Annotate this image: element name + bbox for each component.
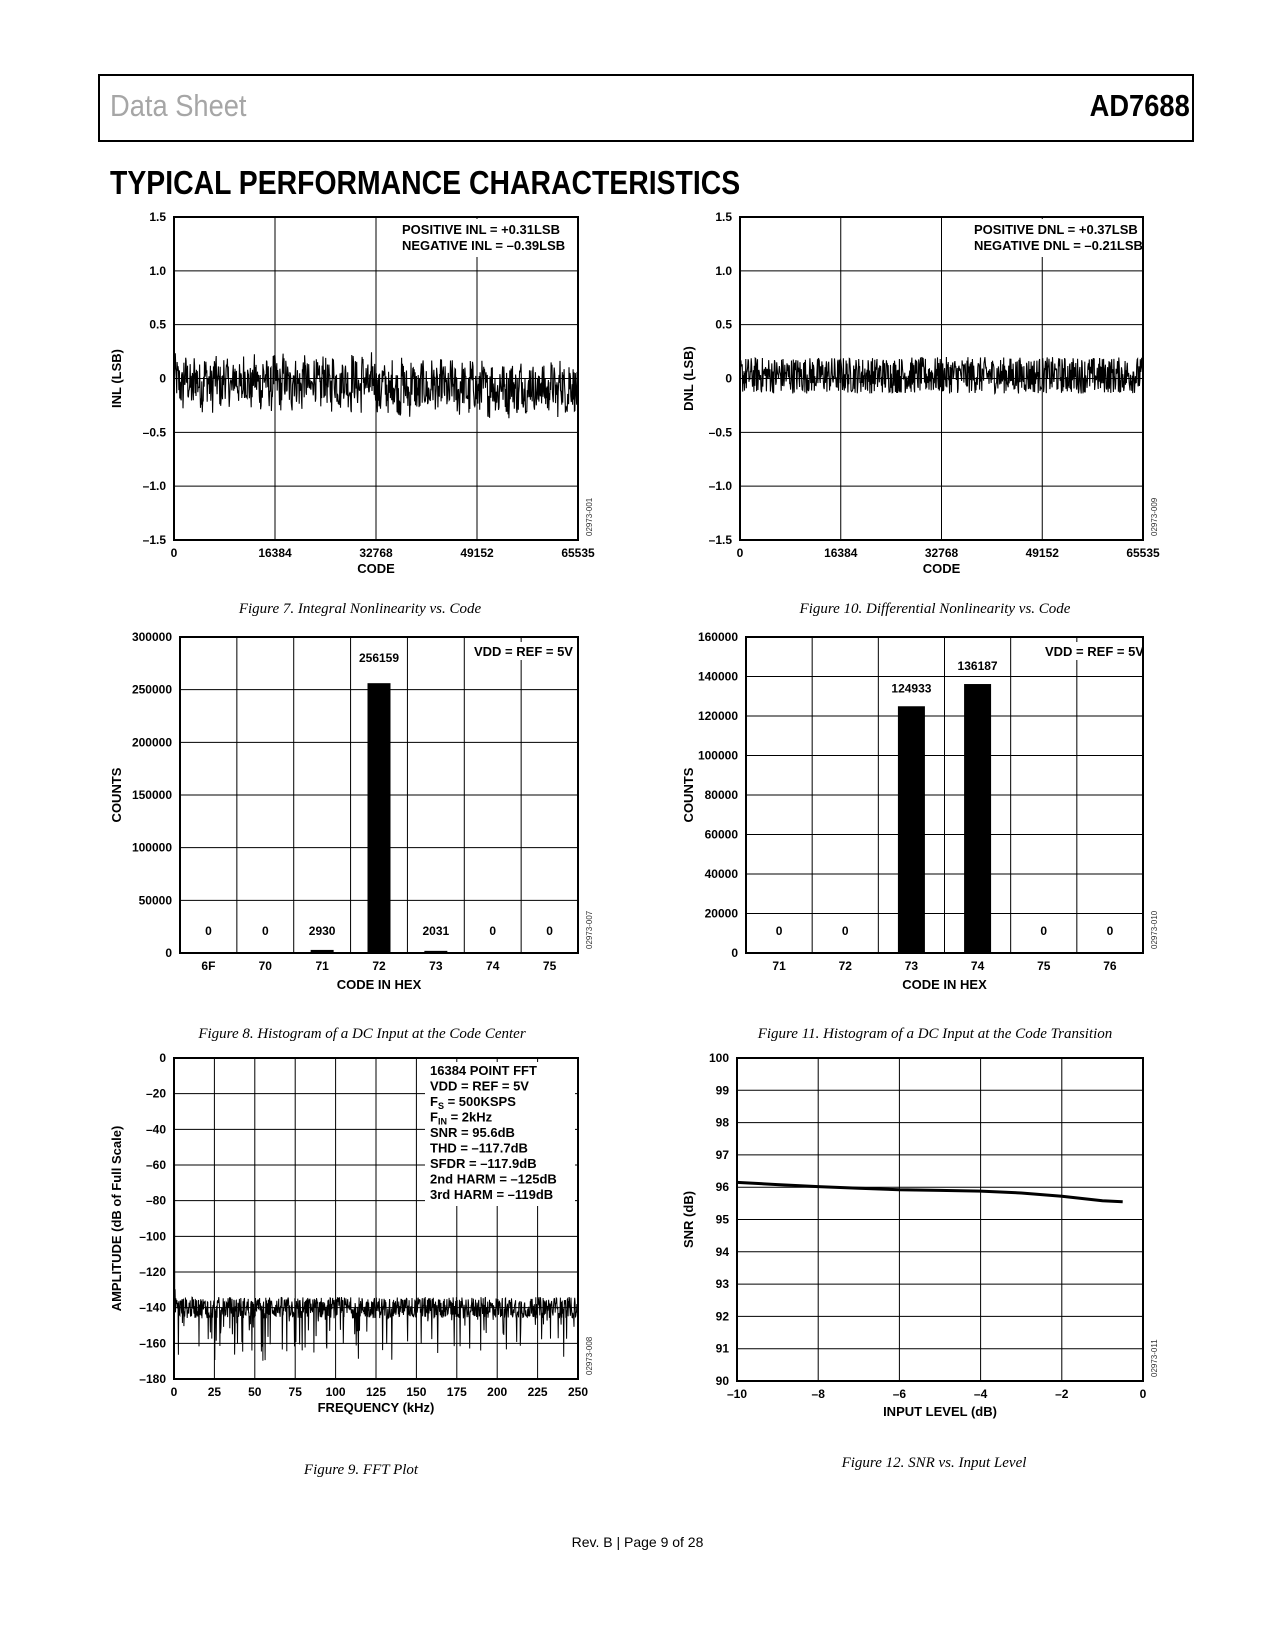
bar-value-label: 0 (841, 924, 849, 938)
plot-area (737, 1058, 1143, 1381)
x-tick-label: –6 (892, 1387, 907, 1401)
y-tick-label: 96 (715, 1180, 729, 1195)
y-tick-label: 60000 (704, 827, 738, 842)
x-tick-label: 74 (970, 959, 985, 973)
y-tick-label: –1.5 (142, 533, 166, 547)
y-tick-label: –1.0 (708, 479, 732, 494)
header-doc-type: Data Sheet (110, 88, 247, 123)
y-tick-label: 0 (731, 946, 738, 960)
x-tick-label: –10 (726, 1387, 748, 1401)
y-tick-label: 100000 (131, 840, 172, 855)
y-tick-label: –40 (145, 1122, 166, 1137)
x-tick-label: 250 (567, 1385, 589, 1399)
x-tick-label: 100 (325, 1385, 346, 1399)
annotation-text: $F_{IN} = 2kHz$ (430, 1109, 493, 1127)
y-tick-label: 50000 (138, 893, 172, 908)
figure-ref-id: 02973-011 (1150, 1339, 1159, 1377)
y-tick-label: 1.0 (715, 263, 732, 278)
annotation-text: NEGATIVE DNL = –0.21LSB (974, 238, 1143, 253)
x-tick-label: 49152 (1025, 546, 1059, 560)
x-tick-label: –8 (811, 1387, 825, 1401)
x-tick-label: 71 (315, 959, 329, 973)
x-tick-label: 200 (487, 1385, 508, 1399)
x-tick-label: 0 (170, 546, 178, 560)
figure-ref-id: 02973-001 (585, 497, 594, 536)
bar-value-label: 256159 (358, 651, 400, 666)
section-title: TYPICAL PERFORMANCE CHARACTERISTICS (110, 164, 741, 201)
y-tick-label: 250000 (131, 682, 172, 697)
y-tick-label: –1.5 (708, 533, 732, 547)
x-tick-label: 50 (248, 1385, 262, 1399)
bar-value-label: 0 (546, 924, 553, 938)
y-tick-label: –100 (139, 1229, 166, 1244)
x-tick-label: –4 (973, 1387, 988, 1401)
caption-fig9: Figure 9. FFT Plot (303, 1462, 419, 1478)
bar-value-label: 0 (1106, 924, 1114, 938)
x-tick-label: 71 (772, 959, 786, 973)
annotation-text: 16384 POINT FFT (430, 1063, 537, 1078)
y-tick-label: 20000 (704, 906, 738, 921)
y-tick-label: 1.5 (149, 210, 166, 224)
y-tick-label: 0.5 (149, 317, 166, 332)
x-tick-label: 75 (542, 959, 557, 973)
y-axis-label: COUNTS (109, 767, 124, 823)
x-tick-label: 16384 (824, 546, 858, 560)
x-tick-label: 75 (1037, 959, 1051, 973)
y-tick-label: –160 (139, 1336, 166, 1351)
y-tick-label: –20 (145, 1086, 166, 1101)
snr-series-line (737, 1182, 1123, 1201)
figure-ref-id: 02973-007 (585, 910, 594, 949)
y-tick-label: 300000 (131, 630, 172, 644)
annotation-text: VDD = REF = 5V (474, 644, 573, 659)
y-tick-label: 0 (725, 371, 732, 386)
y-tick-label: 1.0 (149, 263, 166, 278)
x-tick-label: 72 (372, 959, 386, 973)
x-tick-label: 32768 (924, 546, 959, 560)
y-tick-label: 100 (708, 1051, 729, 1065)
x-tick-label: 73 (429, 959, 443, 973)
y-tick-label: –1.0 (142, 479, 166, 494)
x-tick-label: 125 (365, 1385, 387, 1399)
annotation-text: POSITIVE INL = +0.31LSB (402, 222, 560, 237)
x-axis-label: INPUT LEVEL (dB) (883, 1404, 997, 1419)
caption-fig11: Figure 11. Histogram of a DC Input at the Code Transition (757, 1026, 1113, 1042)
y-tick-label: 0 (159, 1051, 166, 1065)
y-tick-label: –120 (139, 1265, 166, 1279)
y-tick-label: 80000 (704, 788, 738, 802)
y-tick-label: 120000 (697, 709, 738, 723)
page-footer: Rev. B | Page 9 of 28 (571, 1534, 704, 1550)
y-axis-label: INL (LSB) (109, 349, 124, 408)
y-tick-label: 98 (715, 1115, 729, 1130)
bar-value-label: 0 (1040, 924, 1048, 938)
x-tick-label: 225 (527, 1385, 548, 1399)
caption-fig8: Figure 8. Histogram of a DC Input at the Code Center (198, 1026, 526, 1042)
x-tick-label: 65535 (561, 546, 595, 560)
y-tick-label: 0 (159, 371, 166, 386)
figure-ref-id: 02973-008 (585, 1336, 594, 1375)
y-tick-label: 93 (715, 1277, 729, 1292)
figure-ref-id: 02973-010 (1150, 910, 1159, 949)
annotation-text: POSITIVE DNL = +0.37LSB (974, 222, 1138, 237)
y-tick-label: 40000 (704, 867, 738, 881)
x-tick-label: 65535 (1126, 546, 1160, 560)
bar-value-label: 0 (205, 924, 212, 938)
x-axis-label: CODE IN HEX (902, 977, 987, 992)
x-tick-label: 175 (446, 1385, 467, 1399)
x-axis-label: CODE IN HEX (336, 977, 422, 992)
caption-fig12: Figure 12. SNR vs. Input Level (841, 1455, 1027, 1471)
x-axis-label: CODE (922, 561, 961, 576)
y-tick-label: 94 (715, 1244, 729, 1259)
y-tick-label: 150000 (131, 788, 172, 802)
caption-fig10: Figure 10. Differential Nonlinearity vs. Code (799, 601, 1071, 617)
y-tick-label: 92 (715, 1309, 729, 1324)
annotation-text: 3rd HARM = –119dB (430, 1187, 554, 1202)
bar-value-label: 2930 (308, 924, 336, 938)
x-axis-label: FREQUENCY (kHz) (317, 1400, 435, 1415)
x-tick-label: 0 (736, 546, 744, 560)
header-part-number: AD7688 (1089, 88, 1190, 123)
annotation-text: 2nd HARM = –125dB (430, 1171, 557, 1187)
x-tick-label: 73 (904, 959, 919, 973)
x-tick-label: 72 (838, 959, 852, 973)
x-tick-label: 6F (201, 959, 216, 973)
figure-ref-id: 02973-009 (1150, 497, 1159, 536)
y-tick-label: 90 (715, 1374, 729, 1388)
annotation-text: NEGATIVE INL = –0.39LSB (402, 238, 566, 253)
annotation-text: $F_S$ = 500KSPS (430, 1094, 516, 1111)
y-tick-label: 0 (165, 946, 172, 960)
x-tick-label: 0 (170, 1385, 178, 1399)
y-axis-label: AMPLITUDE (dB of Full Scale) (109, 1125, 124, 1312)
annotation-text: SFDR = –117.9dB (430, 1156, 537, 1171)
x-tick-label: 74 (486, 959, 500, 973)
x-tick-label: 75 (288, 1385, 302, 1399)
bar-value-label: 0 (775, 924, 783, 938)
y-tick-label: –180 (139, 1372, 166, 1386)
bar-value-label: 124933 (891, 681, 932, 696)
bar-value-label: 0 (489, 924, 497, 938)
x-axis-label: CODE (357, 561, 395, 576)
x-tick-label: 49152 (460, 546, 494, 560)
caption-fig7: Figure 7. Integral Nonlinearity vs. Code (238, 601, 482, 617)
annotation-text: VDD = REF = 5V (430, 1078, 529, 1094)
x-tick-label: 25 (207, 1385, 222, 1399)
y-tick-label: 91 (715, 1341, 729, 1356)
x-tick-label: 150 (406, 1385, 427, 1399)
y-tick-label: –0.5 (708, 425, 732, 440)
y-tick-label: –80 (145, 1193, 166, 1208)
annotation-text: THD = –117.7dB (430, 1140, 528, 1156)
bar-value-label: 2031 (422, 924, 450, 938)
y-tick-label: –140 (139, 1300, 166, 1315)
y-tick-label: 95 (715, 1212, 729, 1227)
bar-value-label: 0 (261, 924, 269, 938)
x-tick-label: 76 (1103, 959, 1117, 973)
x-tick-label: 16384 (258, 546, 292, 560)
y-tick-label: 0.5 (715, 317, 732, 332)
bar-value-label: 136187 (957, 659, 998, 674)
y-tick-label: –60 (145, 1158, 166, 1172)
y-tick-label: 97 (715, 1147, 729, 1162)
y-tick-label: –0.5 (142, 425, 166, 440)
y-axis-label: SNR (dB) (681, 1190, 696, 1249)
y-tick-label: 200000 (131, 735, 172, 750)
x-tick-label: 70 (258, 959, 272, 973)
annotation-text: VDD = REF = 5V (1045, 644, 1144, 659)
y-tick-label: 1.5 (715, 210, 732, 224)
y-tick-label: 100000 (697, 748, 738, 763)
x-tick-label: 0 (1139, 1387, 1147, 1401)
y-tick-label: 160000 (697, 630, 738, 644)
y-tick-label: 99 (715, 1083, 729, 1098)
x-tick-label: 32768 (359, 546, 393, 560)
x-tick-label: –2 (1055, 1387, 1069, 1401)
y-tick-label: 140000 (697, 669, 738, 684)
annotation-text: SNR = 95.6dB (430, 1125, 515, 1140)
y-axis-label: COUNTS (681, 767, 696, 823)
y-axis-label: DNL (LSB) (681, 346, 696, 411)
